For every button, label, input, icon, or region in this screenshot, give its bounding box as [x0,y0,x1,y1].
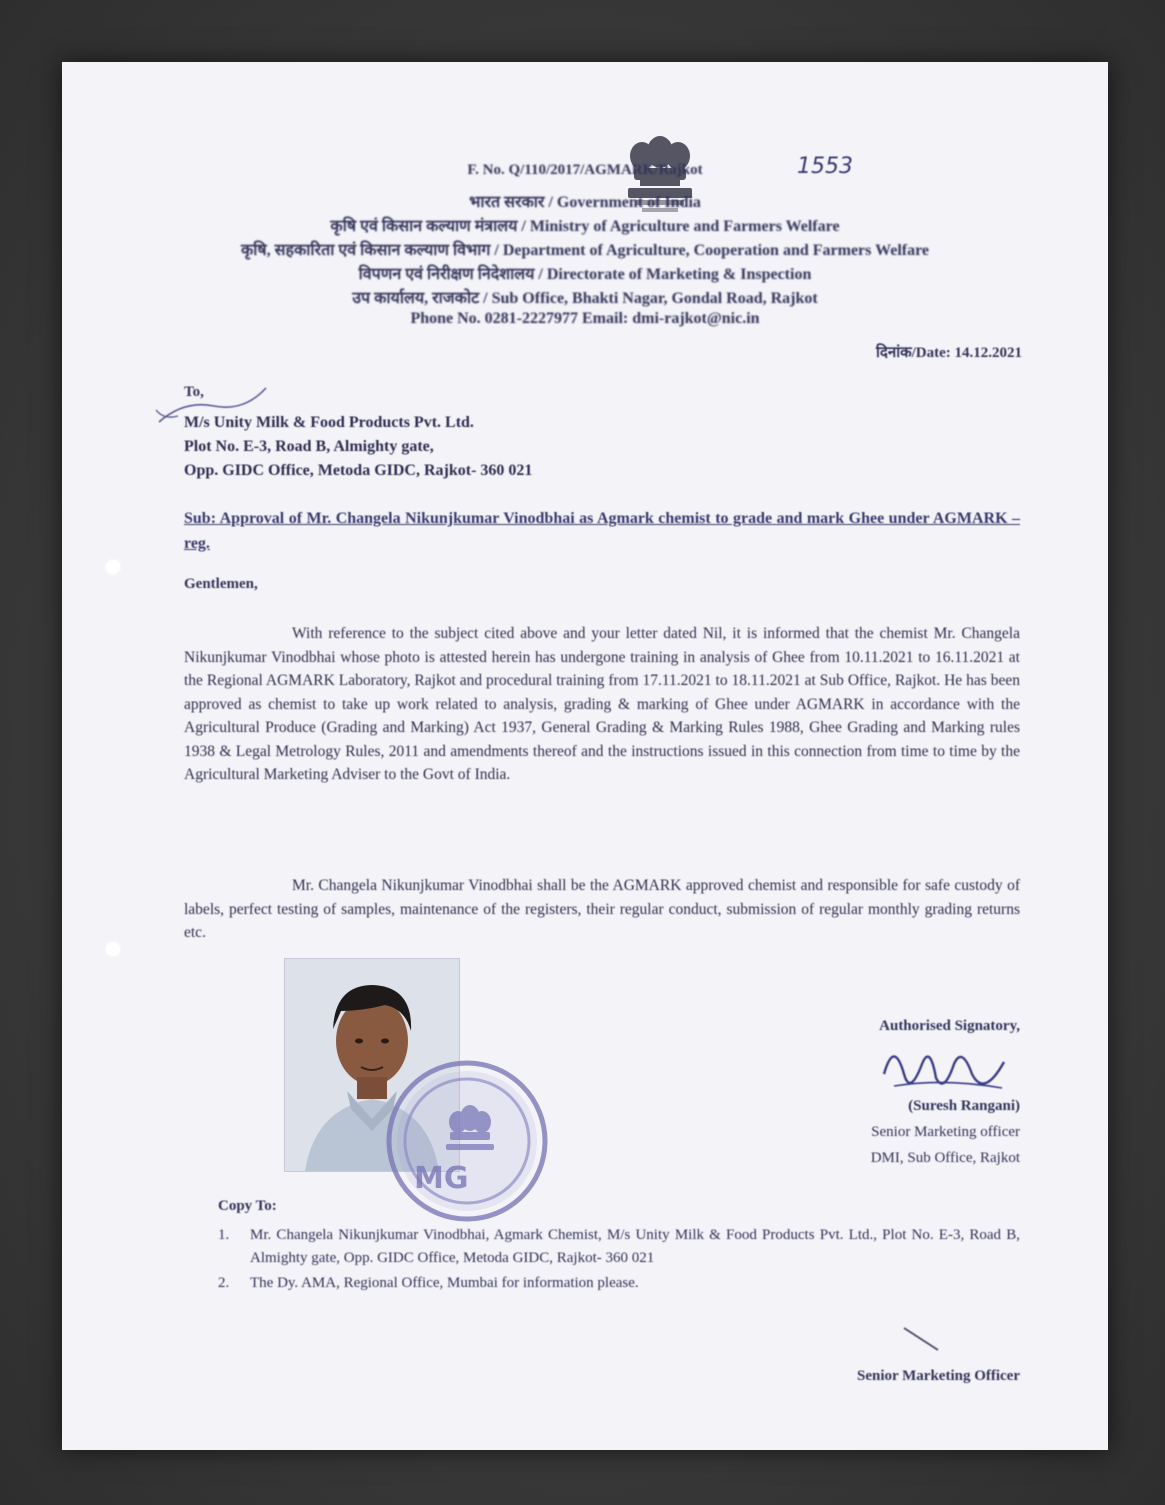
header-office-address: उप कार्यालय, राजकोट / Sub Office, Bhakti Nagar, Gondal Road, Rajkot [352,290,818,307]
signatory-office: DMI, Sub Office, Rajkot [870,1150,1020,1166]
header-contact: Phone No. 0281-2227977 Email: dmi-rajkot@nic.in [410,310,760,327]
copy-to-list [218,1224,1020,1295]
to-label: To, [184,384,204,400]
body-paragraph: Mr. Changela Nikunjkumar Vinodbhai shall be the AGMARK approved chemist and responsible for safe custody of labels, perfect testing of samples, maintenance of the registers, their regular conduct, submission of regular monthly grading returns etc. [184,877,1020,941]
salutation: Gentlemen, [184,576,258,592]
signatory-designation: Senior Marketing officer [871,1124,1020,1140]
addressee-name: M/s Unity Milk & Food Products Pvt. Ltd. [184,414,474,431]
letter-date: दिनांक/Date: 14.12.2021 [876,345,1022,361]
copy-to-label: Copy To: [218,1198,277,1214]
footer-signatory: Senior Marketing Officer [856,1368,1020,1384]
svg-text:MG: MG [414,1161,469,1196]
handwritten-signature [874,1034,1014,1104]
subject-line: Sub: Approval of Mr. Changela Nikunjkumar Vinodbhai as Agmark chemist to grade and mark Ghee under AGMARK – reg. [184,510,1020,552]
list-item: 1. Mr. Changela Nikunjkumar Vinodbhai, Agmark Chemist, M/s Unity Milk & Food Products Pvt. Ltd., Plot No. E-3, Road B, Almighty gate, Opp. GIDC Office, Metoda GIDC, Rajkot- 360 021 [218,1227,1020,1266]
addressee-city: Opp. GIDC Office, Metoda GIDC, Rajkot- 360 021 [184,462,533,479]
punch-hole [106,560,120,574]
punch-hole [106,942,120,956]
letter-page [62,62,1108,1450]
header-ministry: कृषि एवं किसान कल्याण मंत्रालय / Ministry of Agriculture and Farmers Welfare [330,218,840,235]
list-item: 2. The Dy. AMA, Regional Office, Mumbai for information please. [218,1275,639,1291]
body-paragraph: With reference to the subject cited above and your letter dated Nil, it is informed that the chemist Mr. Changela Nikunjkumar Vinodbhai whose photo is attested herein has undergone training in analysis of Ghee from 10.11.2021 to 16.11.2021 at the Regional AGMARK Laboratory, Rajkot and procedural training from 17.11.2021 to 18.11.2021 at Sub Office, Rajkot. He has been approved as chemist to take up work related to analysis, grading & marking of Ghee under AGMARK in accordance with the Agricultural Produce (Grading and Marking) Act 1937, General Grading & Marking Rules 1988, Ghee Grading and Marking rules 1938 & Legal Metrology Rules, 2011 and amendments thereof and the instructions issued in this connection from time to time by the Agricultural Marketing Adviser to the Govt of India. [184,625,1020,783]
header-department: कृषि, सहकारिता एवं किसान कल्याण विभाग / Department of Agriculture, Cooperation and Farmers Welfare [240,242,930,259]
pen-tick-mark [902,1324,942,1354]
official-seal-stamp [384,1058,550,1224]
file-number: F. No. Q/110/2017/AGMARK/Rajkot [467,162,703,178]
addressee-street: Plot No. E-3, Road B, Almighty gate, [184,438,434,455]
signatory-name: (Suresh Rangani) [908,1098,1020,1114]
authorised-signatory-label: Authorised Signatory, [879,1018,1020,1034]
header-government: भारत सरकार / Government of India [469,194,701,211]
header-directorate: विपणन एवं निरीक्षण निदेशालय / Directorate of Marketing & Inspection [358,266,812,283]
handwritten-number: 1553 [797,154,853,179]
